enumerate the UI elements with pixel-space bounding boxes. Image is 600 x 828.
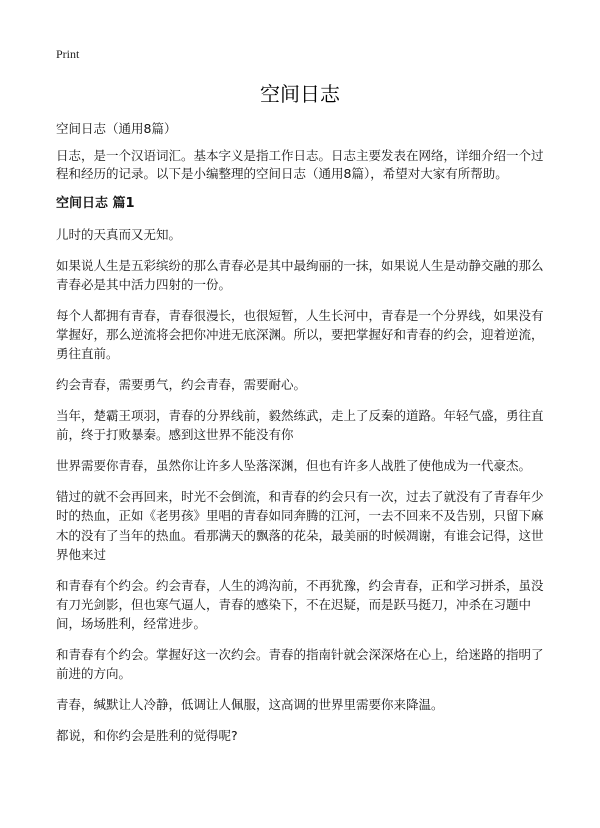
print-link[interactable]: Print bbox=[56, 47, 80, 61]
page-title: 空间日志 bbox=[260, 82, 340, 106]
document-body bbox=[56, 118, 544, 757]
document-subtitle: 空间日志（通用8篇） bbox=[56, 121, 177, 136]
paragraph: 和青春有个约会。约会青春，人生的鸿沟前，不再犹豫，约会青春，正和学习拼杀，虽没有刀光剑影，但也寒气逼人，青春的感染下，不在迟疑，而是跃马挺刀，冲杀在习题中间，场场胜利，经常进步。 bbox=[56, 577, 544, 632]
paragraph: 约会青春，需要勇气，约会青春，需要耐心。 bbox=[56, 377, 307, 393]
section-heading: 空间日志 篇1 bbox=[56, 196, 135, 211]
paragraph: 都说，和你约会是胜利的觉得呢? bbox=[56, 727, 238, 743]
paragraph: 世界需要你青春，虽然你让许多人坠落深渊，但也有许多人战胜了使他成为一代豪杰。 bbox=[56, 458, 532, 474]
paragraph: 如果说人生是五彩缤纷的那么青春必是其中最绚丽的一抹，如果说人生是动静交融的那么青春必是其中活力四射的一份。 bbox=[56, 257, 544, 293]
paragraph: 儿时的天真而又无知。 bbox=[56, 227, 182, 242]
paragraph: 错过的就不会再回来，时光不会倒流，和青春的约会只有一次，过去了就没有了青春年少时的热血，正如《老男孩》里唱的青春如同奔腾的江河，一去不回来不及告别，只留下麻木的没有了当年的热血。看那满天的飘落的花朵，最美丽的时候凋谢，有谁会记得，这世界他来过 bbox=[56, 488, 544, 562]
paragraph: 每个人都拥有青春，青春很漫长，也很短暂，人生长河中，青春是一个分界线，如果没有掌握好，那么逆流将会把你冲进无底深渊。所以，要把掌握好和青春的约会，迎着逆流，勇往直前。 bbox=[56, 307, 544, 362]
paragraph: 当年，楚霸王项羽，青春的分界线前，毅然练武，走上了反秦的道路。年轻气盛，勇往直前，终于打败暴秦。感到这世界不能没有你 bbox=[56, 408, 544, 443]
paragraph: 和青春有个约会。掌握好这一次约会。青春的指南针就会深深烙在心上，给迷路的指明了前进的方向。 bbox=[56, 647, 544, 682]
intro-paragraph: 日志，是一个汉语词汇。基本字义是指工作日志。日志主要发表在网络，详细介绍一个过程和经历的记录。以下是小编整理的空间日志（通用8篇），希望对大家有所帮助。 bbox=[56, 148, 544, 181]
paragraph: 青春，缄默让人冷静，低调让人佩服，这高调的世界里需要你来降温。 bbox=[56, 697, 444, 713]
